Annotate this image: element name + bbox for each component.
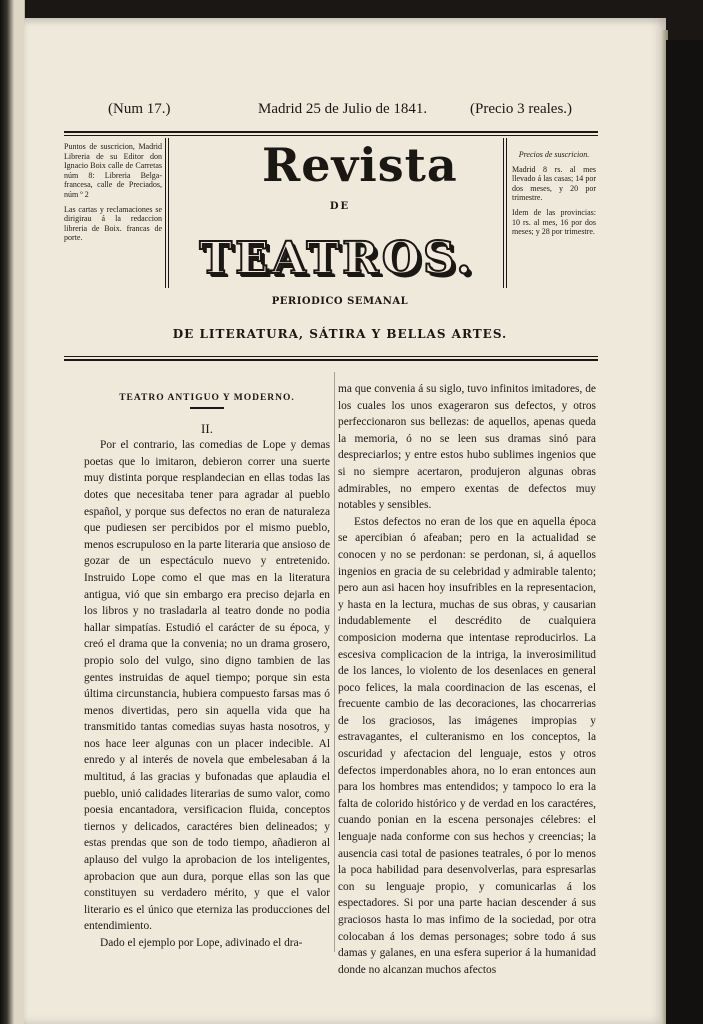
masthead-title-de: DE (329, 201, 351, 212)
issue-number: (Num 17.) (108, 101, 171, 117)
left-column-divider (165, 138, 166, 288)
subscription-prices-box (512, 150, 596, 242)
left-paragraph-2: Dado el ejemplo por Lope, adivinado el dra- (100, 937, 303, 949)
masthead-title-revista: Revista (262, 138, 458, 192)
section-divider (190, 407, 224, 409)
right-column-divider (503, 138, 504, 288)
correspondence-note: Las cartas y reclamaciones se dirigirau á la redaccion libreria de Boix. francas de porte. (64, 204, 162, 243)
right-paragraph-1: ma que convenia á su siglo, tuvo infinitos imitadores, de los cuales los unos exageraron sus defectos, y otros perfeccionaron sus bellezas: de aquellos, apenas queda la memoria, ó no se leen sus dramas sinó para despreciarlos; y entre estos hubo sublimes ingenios que si no siempre acertaron, produjeron algunas obras admirables, no empero exentas de defectos muy notables y sensibles. (338, 383, 596, 512)
masthead-top-rule-thin (64, 135, 598, 136)
madrid-prices: Madrid 8 rs. al mes llevado á las casas; 14 por dos meses, y 20 por trimestre. (512, 164, 596, 203)
right-column-divider-2 (506, 138, 507, 288)
section-title: TEATRO ANTIGUO Y MODERNO. (119, 393, 295, 403)
article-right-column (338, 381, 596, 978)
right-paragraph-2: Estos defectos no eran de los que en aquella época se apercibian ó afeaban; pero en la actualidad se conocen y no se perdonan: se perdonan, si, á aquellos ingenios en gracia de su celebridad y admirable talento; pero aun asi hacen hoy insufribles en la representacion, y hasta en la lectura, muchas de sus obras, y causarian indudablemente el descrédito de cualquiera composicion moderna que intentase reproducirlos. La escesiva complicacion de la intriga, la inverosimilitud de los lances, lo violento de los desenlaces en general poco felices, la mala coordinacion de las escenas, el frecuente cambio de las decoraciones, las chocarrerias de los graciosos, las imágenes impropias y estravagantes, el culteranismo en los conceptos, la oscuridad y afectacion del lenguaje, estos y otros defectos imperdonables ahora, no lo eran entonces aun para los hombres mas entendidos; y tampoco lo era la falta de colorido histórico y de verdad en los caractéres, cuando ponian en la escena personajes célebres: el lenguaje nada conforme con sus hechos y creencias; la ausencia casi total de pasiones teatrales, ó por lo menos la poca habilidad para desenvolverlas, para espresarlas con su lenguaje propio, y comunicarlas á los espectadores. Si por una parte hacian descender á sus graciosos hasta lo mas infimo de la sociedad, por otra colocaban á los demas personages; sobre todo á sus damas y galanes, en una esfera superior á la humanidad donde no alcanzan muchos afectos (338, 515, 596, 976)
scan-background (666, 40, 703, 1024)
subscription-points-box (64, 142, 162, 248)
book-spine-shadow (0, 0, 14, 1024)
article-left-column (84, 390, 330, 952)
left-column-divider-2 (168, 138, 169, 288)
masthead-subtitle-topics: DE LITERATURA, SÁTIRA Y BELLAS ARTES. (172, 327, 508, 341)
masthead-title-teatros: TEATROS. (199, 233, 475, 284)
prices-heading: Precios de suscricion. (518, 150, 590, 159)
masthead-top-rule (64, 131, 598, 133)
province-prices: Idem de las provincias: 10 rs. al mes, 16 por dos meses; y 28 por trimestre. (512, 207, 596, 237)
price: (Precio 3 reales.) (470, 101, 573, 117)
masthead-bottom-rule-thin (64, 356, 598, 357)
body-column-divider (334, 372, 335, 952)
subscription-points-text: Puntos de suscricion, Madrid Libreria de su Editor don Ignacio Boix calle de Carretas núm 8: Libreria Belga-francesa, calle de Preciados, núm º 2 (64, 142, 162, 199)
masthead-bottom-rule (64, 359, 598, 361)
dateline: Madrid 25 de Julio de 1841. (258, 101, 428, 117)
masthead-subtitle-weekly: PERIODICO SEMANAL (271, 296, 409, 307)
section-numeral: II. (201, 420, 213, 436)
left-paragraph-1: Por el contrario, las comedias de Lope y demas poetas que lo imitaron, debieron correr una suerte muy distinta porque resplandecian en ellas todas las dotes que necesitaba tener para agradar al pueblo español, y porque sus defectos no eran de naturaleza que pudiesen ser percibidos por el mismo pueblo, menos escrupuloso en la parte literaria que ansioso de gozar de un espectáculo nuevo y entretenido. Instruido Lope como el que mas en la literatura antigua, vió que sin embargo era preciso dejarla en los libros y no trasladarla al teatro donde no podia hallar simpatías. Estudió el carácter de su época, y creó el drama que la convenia; no un drama grosero, propio solo del vulgo, sino digno tambien de las gentes instruidas de aquel tiempo; porque sin esta última circunstancia, hubiera compuesto farsas mas ó menos divertidas, pero sin aquella vida que ha transmitido tantas comedias suyas hasta nosotros, y nos hace leer algunas con un placer indecible. Al enredo y al interés de novela que embelesaban á la multitud, á las gracias y bufonadas que aplaudia el pueblo, unió calidades literarias de sumo valor, como poesia encantadora, versificacion fluida, conceptos tiernos y delicados, caractéres bien delineados; y estas prendas que son de todo tiempo, añadieron al aplauso del vulgo la aprobacion de los inteligentes, aprobacion que aun dura, porque ellas son las que constituyen su verdadero mérito, y que el valor literario es el único que eterniza las producciones del entendimiento. (84, 439, 330, 933)
